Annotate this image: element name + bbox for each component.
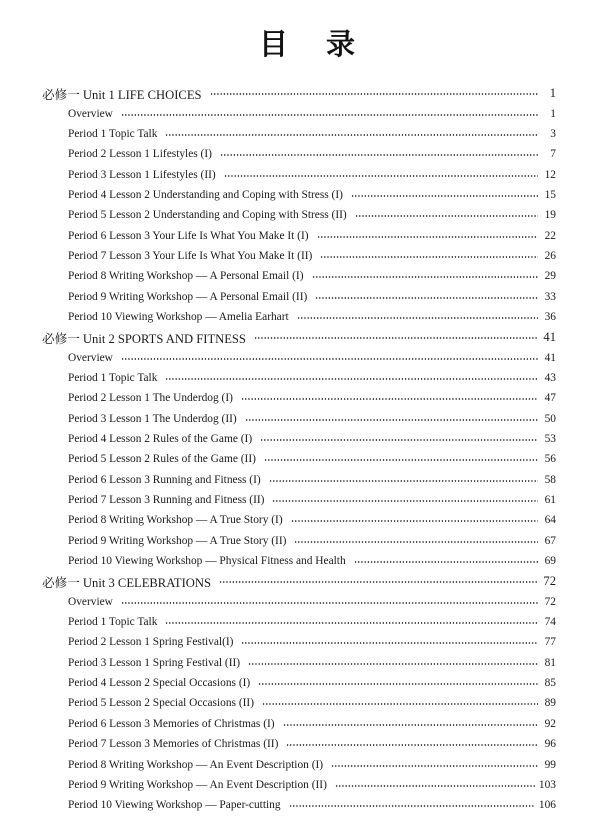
page-number: 96 xyxy=(544,738,556,751)
toc-entry-label: Period 10 Viewing Workshop — Paper-cutting xyxy=(68,799,281,812)
toc-entry[interactable] xyxy=(0,531,614,551)
dot-leader xyxy=(354,561,538,563)
page-number: 77 xyxy=(544,636,556,649)
page-number: 74 xyxy=(544,616,556,629)
page-number: 7 xyxy=(550,148,556,161)
dot-leader xyxy=(297,317,538,319)
toc-entry-label: Period 6 Lesson 3 Running and Fitness (I) xyxy=(68,473,261,486)
toc-entry-label: Period 3 Lesson 1 The Underdog (II) xyxy=(68,412,237,425)
toc-entry[interactable] xyxy=(0,307,614,327)
toc-entry-label: Period 3 Lesson 1 Spring Festival (II) xyxy=(68,656,241,669)
dot-leader xyxy=(331,765,538,767)
dot-leader xyxy=(283,724,538,726)
dot-leader xyxy=(245,419,538,421)
page-number: 85 xyxy=(544,677,556,690)
page-number: 36 xyxy=(544,310,556,323)
toc-entry[interactable] xyxy=(0,754,614,774)
toc-entry-label: Overview xyxy=(68,107,113,120)
toc-entry-label: Period 1 Topic Talk xyxy=(68,371,158,384)
toc-entry-label: Period 9 Writing Workshop — A True Story (II) xyxy=(68,534,287,547)
page-number: 3 xyxy=(550,127,556,140)
toc-entry-label: Period 6 Lesson 3 Your Life Is What You Make It (I) xyxy=(68,229,309,242)
dot-leader xyxy=(241,398,538,400)
page-number: 99 xyxy=(544,758,556,771)
toc-entry-label: Period 9 Writing Workshop — An Event Description (II) xyxy=(68,778,327,791)
toc-unit-heading-label: 必修一 Unit 1 LIFE CHOICES xyxy=(42,87,202,102)
dot-leader xyxy=(121,114,538,116)
toc-entry[interactable] xyxy=(0,388,614,408)
page-number: 81 xyxy=(544,656,556,669)
page-number: 72 xyxy=(543,573,556,588)
toc-entry-label: Overview xyxy=(68,595,113,608)
dot-leader xyxy=(210,93,538,95)
page-number: 58 xyxy=(544,473,556,486)
toc-entry-label: Period 1 Topic Talk xyxy=(68,616,158,629)
dot-leader xyxy=(315,297,538,299)
dot-leader xyxy=(289,805,535,807)
toc-entry-label: Period 2 Lesson 1 Spring Festival(I) xyxy=(68,636,234,649)
page-number: 103 xyxy=(538,778,556,791)
dot-leader xyxy=(317,236,538,238)
toc-entry[interactable] xyxy=(0,612,614,632)
dot-leader xyxy=(272,500,538,502)
dot-leader xyxy=(248,663,538,665)
page-number: 47 xyxy=(544,392,556,405)
dot-leader xyxy=(219,581,538,583)
page-number: 72 xyxy=(544,595,556,608)
toc-entry[interactable] xyxy=(0,490,614,510)
toc-unit-heading[interactable] xyxy=(0,83,614,103)
toc-entry-label: Period 2 Lesson 1 The Underdog (I) xyxy=(68,392,233,405)
toc-entry-label: Period 6 Lesson 3 Memories of Christmas (I) xyxy=(68,717,275,730)
dot-leader xyxy=(351,195,538,197)
page-number: 29 xyxy=(544,270,556,283)
toc-entry[interactable] xyxy=(0,449,614,469)
dot-leader xyxy=(269,480,538,482)
toc-entry[interactable] xyxy=(0,246,614,266)
toc-entry[interactable] xyxy=(0,714,614,734)
toc-entry-label: Period 7 Lesson 3 Running and Fitness (II) xyxy=(68,494,265,507)
dot-leader xyxy=(312,276,539,278)
page-number: 1 xyxy=(550,107,556,120)
page-number: 19 xyxy=(544,209,556,222)
page-number: 41 xyxy=(543,329,556,344)
page-number: 64 xyxy=(544,514,556,527)
toc-unit-heading-label: 必修一 Unit 3 CELEBRATIONS xyxy=(42,575,211,590)
toc-entry-label: Period 9 Writing Workshop — A Personal Email (II) xyxy=(68,290,308,303)
toc-entry[interactable] xyxy=(0,266,614,286)
dot-leader xyxy=(320,256,538,258)
toc-entry-label: Period 2 Lesson 1 Lifestyles (I) xyxy=(68,148,212,161)
toc-entry[interactable] xyxy=(0,592,614,612)
toc-entry-label: Period 4 Lesson 2 Rules of the Game (I) xyxy=(68,433,253,446)
toc-entry[interactable] xyxy=(0,470,614,490)
page-number: 53 xyxy=(544,433,556,446)
page-number: 89 xyxy=(544,697,556,710)
toc-entry[interactable] xyxy=(0,205,614,225)
page-number: 33 xyxy=(544,290,556,303)
toc-entry-label: Period 5 Lesson 2 Special Occasions (II) xyxy=(68,697,254,710)
page-number: 41 xyxy=(544,351,556,364)
toc-entry[interactable] xyxy=(0,368,614,388)
page-number: 43 xyxy=(544,371,556,384)
toc-entry[interactable] xyxy=(0,124,614,144)
toc-entry[interactable] xyxy=(0,693,614,713)
toc-entry[interactable] xyxy=(0,632,614,652)
toc-entry[interactable] xyxy=(0,795,614,815)
toc-entry[interactable] xyxy=(0,510,614,530)
toc-entry-label: Period 8 Writing Workshop — A True Story (I) xyxy=(68,514,283,527)
page-number: 12 xyxy=(544,168,556,181)
toc-entry-label: Period 7 Lesson 3 Memories of Christmas (II) xyxy=(68,738,279,751)
page-number: 67 xyxy=(544,534,556,547)
dot-leader xyxy=(254,337,538,339)
page-number: 1 xyxy=(549,85,556,100)
toc-unit-heading[interactable] xyxy=(0,327,614,347)
dot-leader xyxy=(262,703,538,705)
toc-entry-label: Period 4 Lesson 2 Special Occasions (I) xyxy=(68,677,251,690)
dot-leader xyxy=(286,744,538,746)
page-title: 目 录 xyxy=(258,27,370,61)
toc-entry-label: Period 10 Viewing Workshop — Amelia Earhart xyxy=(68,310,289,323)
page-number: 26 xyxy=(544,249,556,262)
toc-entry-label: Period 4 Lesson 2 Understanding and Coping with Stress (I) xyxy=(68,188,343,201)
dot-leader xyxy=(121,602,538,604)
toc-entry-label: Period 7 Lesson 3 Your Life Is What You Make It (II) xyxy=(68,249,313,262)
toc-entry[interactable] xyxy=(0,775,614,795)
toc-entry[interactable] xyxy=(0,673,614,693)
toc-entry[interactable] xyxy=(0,185,614,205)
dot-leader xyxy=(121,358,538,360)
toc-entry-label: Period 5 Lesson 2 Rules of the Game (II) xyxy=(68,453,256,466)
toc-entry[interactable] xyxy=(0,286,614,306)
toc-entry[interactable] xyxy=(0,103,614,123)
page-number: 50 xyxy=(544,412,556,425)
dot-leader xyxy=(220,154,538,156)
toc-unit-heading-label: 必修一 Unit 2 SPORTS AND FITNESS xyxy=(42,331,246,346)
dot-leader xyxy=(224,175,538,177)
toc-entry-label: Overview xyxy=(68,351,113,364)
toc-entry-label: Period 1 Topic Talk xyxy=(68,127,158,140)
toc-entry[interactable] xyxy=(0,144,614,164)
table-of-contents xyxy=(0,83,614,815)
toc-entry-label: Period 5 Lesson 2 Understanding and Coping with Stress (II) xyxy=(68,209,347,222)
toc-entry[interactable] xyxy=(0,164,614,184)
page-number: 106 xyxy=(538,799,556,812)
dot-leader xyxy=(165,378,538,380)
dot-leader xyxy=(294,541,538,543)
dot-leader xyxy=(258,683,538,685)
toc-entry[interactable] xyxy=(0,409,614,429)
toc-entry[interactable] xyxy=(0,347,614,367)
toc-entry-label: Period 8 Writing Workshop — An Event Description (I) xyxy=(68,758,324,771)
toc-entry[interactable] xyxy=(0,551,614,571)
toc-entry-label: Period 3 Lesson 1 Lifestyles (II) xyxy=(68,168,216,181)
page-number: 15 xyxy=(544,188,556,201)
toc-entry[interactable] xyxy=(0,653,614,673)
toc-entry-label: Period 10 Viewing Workshop — Physical Fitness and Health xyxy=(68,555,346,568)
toc-entry[interactable] xyxy=(0,225,614,245)
dot-leader xyxy=(241,642,538,644)
page-number: 56 xyxy=(544,453,556,466)
dot-leader xyxy=(335,785,535,787)
dot-leader xyxy=(291,520,538,522)
dot-leader xyxy=(355,215,538,217)
dot-leader xyxy=(165,134,538,136)
toc-entry[interactable] xyxy=(0,734,614,754)
dot-leader xyxy=(165,622,538,624)
page-number: 61 xyxy=(544,494,556,507)
toc-unit-heading[interactable] xyxy=(0,571,614,591)
dot-leader xyxy=(260,439,538,441)
toc-entry-label: Period 8 Writing Workshop — A Personal Email (I) xyxy=(68,270,304,283)
page-number: 92 xyxy=(544,717,556,730)
dot-leader xyxy=(264,459,538,461)
page-number: 69 xyxy=(544,555,556,568)
toc-entry[interactable] xyxy=(0,429,614,449)
page-number: 22 xyxy=(544,229,556,242)
